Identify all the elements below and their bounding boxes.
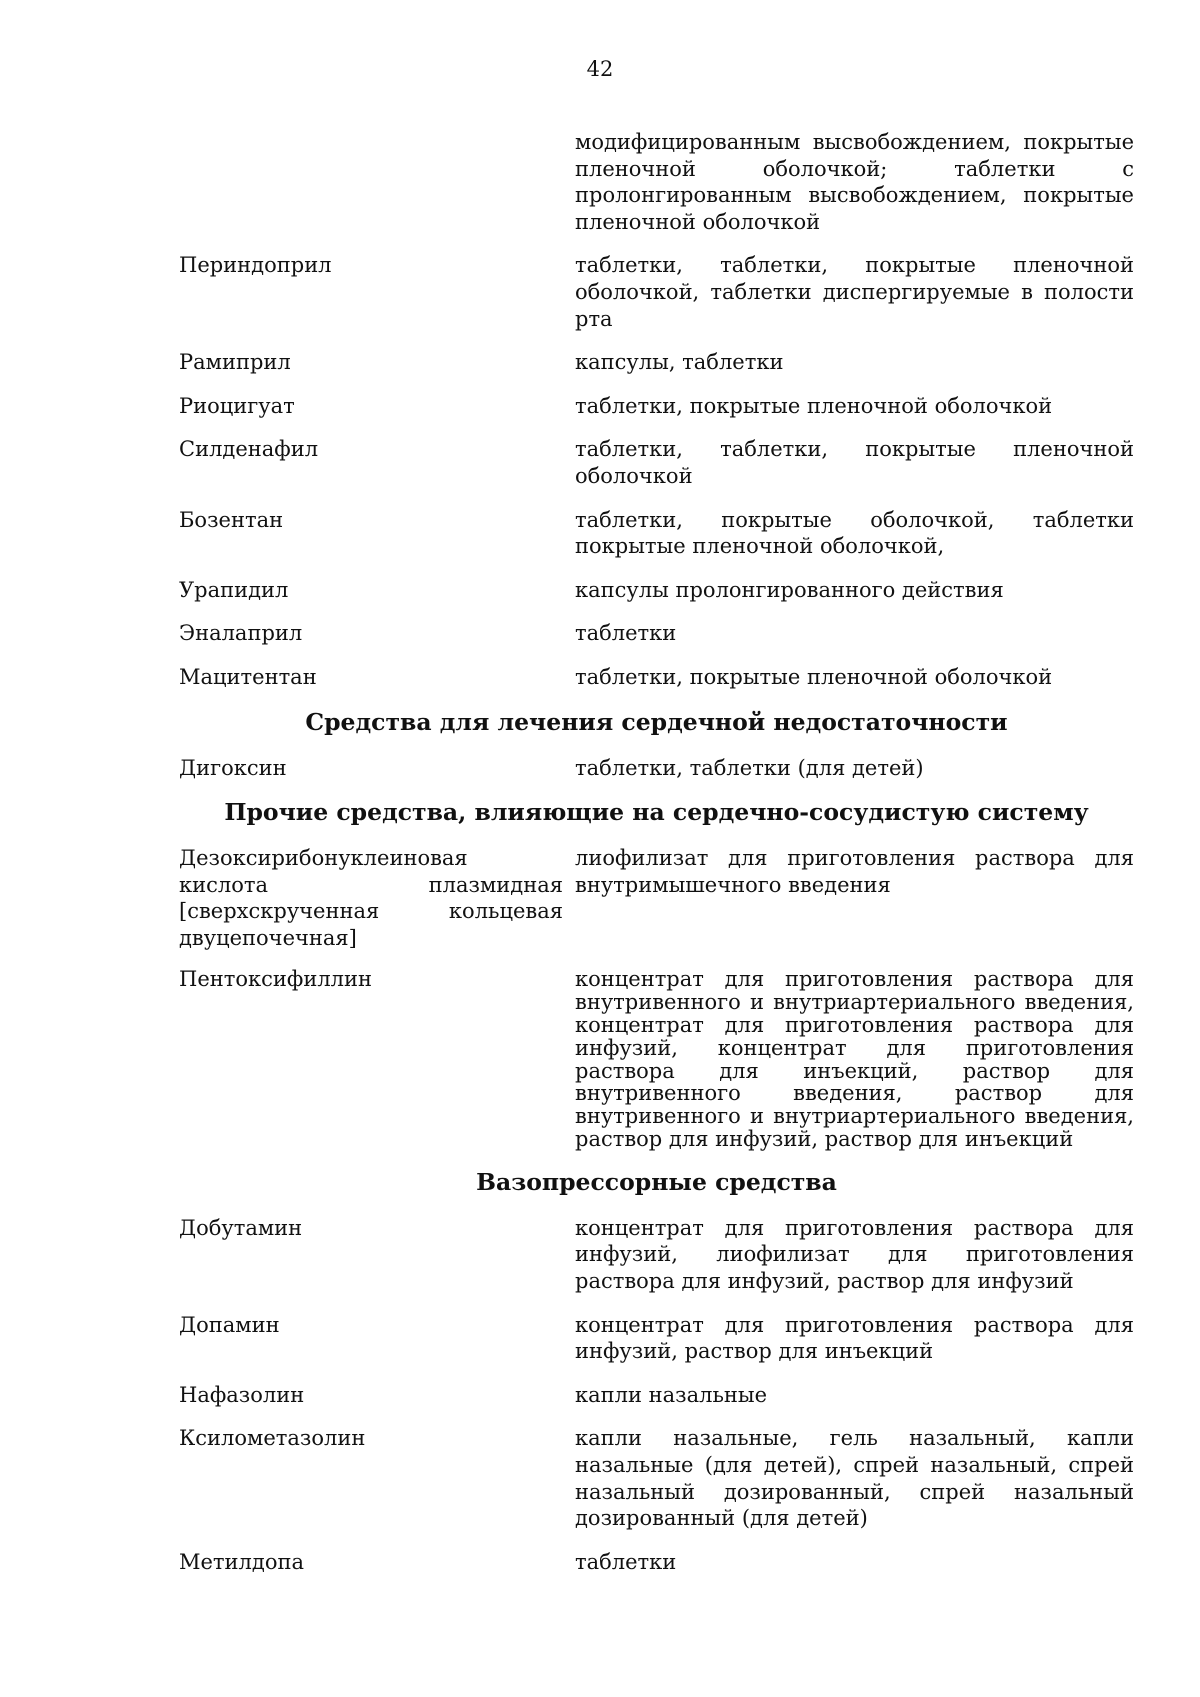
- drug-name: [179, 129, 575, 235]
- drug-row: [179, 845, 1134, 951]
- dosage-form: таблетки, покрытые пленочной оболочкой: [575, 664, 1053, 689]
- drug-row: [179, 968, 1134, 1150]
- dosage-form: таблетки, таблетки (для детей): [575, 755, 924, 780]
- drug-row: [179, 620, 1134, 647]
- drug-row: [179, 436, 1134, 489]
- drug-name: Дезоксирибонуклеиновая кислота плазмидная [сверхскрученная кольцевая двуцепочечная]: [179, 846, 563, 950]
- drug-row: [179, 1425, 1134, 1531]
- drug-row: [179, 349, 1134, 376]
- drug-name: Периндоприл: [179, 253, 332, 278]
- dosage-form: таблетки: [575, 1549, 677, 1574]
- dosage-form: капсулы, таблетки: [575, 350, 784, 375]
- dosage-form: таблетки, таблетки, покрытые пленочной оболочкой, таблетки диспергируемые в полости рта: [575, 253, 1134, 331]
- drug-name: Пентоксифиллин: [179, 967, 372, 992]
- dosage-form: капли назальные: [575, 1382, 768, 1407]
- drug-row: [179, 664, 1134, 691]
- drug-row: [179, 393, 1134, 420]
- section-heading: Прочие средства, влияющие на сердечно-сосудистую систему: [224, 798, 1089, 827]
- page-number: 42: [586, 57, 614, 81]
- dosage-form: таблетки, покрытые пленочной оболочкой: [575, 393, 1053, 418]
- drug-name: Нафазолин: [179, 1382, 305, 1407]
- drug-name: Эналаприл: [179, 621, 303, 646]
- section-heading: Средства для лечения сердечной недостаточности: [305, 707, 1008, 736]
- drug-name: Риоцигуат: [179, 393, 295, 418]
- drug-row: [179, 1215, 1134, 1295]
- dosage-form: капли назальные, гель назальный, капли назальные (для детей), спрей назальный, спрей назальный дозированный, спрей назальный дозированный (для детей): [575, 1426, 1134, 1531]
- dosage-form: модифицированным высвобождением, покрытые пленочной оболочкой; таблетки с пролонгированным высвобождением, покрытые пленочной оболочкой: [575, 130, 1134, 234]
- drug-name: Ксилометазолин: [179, 1426, 366, 1451]
- dosage-form: концентрат для приготовления раствора для инфузий, лиофилизат для приготовления раствора для инфузий, раствор для инфузий: [575, 1215, 1134, 1294]
- dosage-form: таблетки: [575, 621, 677, 646]
- drug-row: [179, 755, 1134, 782]
- drug-row: [179, 1382, 1134, 1409]
- dosage-form: капсулы пролонгированного действия: [575, 577, 1004, 602]
- drug-row: [179, 252, 1134, 332]
- drug-row: [179, 1312, 1134, 1365]
- drug-name: Дигоксин: [179, 755, 287, 780]
- drug-name: Допамин: [179, 1312, 280, 1337]
- dosage-form: концентрат для приготовления раствора для внутривенного и внутриартериального введения, концентрат для приготовления раствора для инфузий, концентрат для приготовления раствора для инъекций, раствор для внутривенного введения, раствор для внутривенного и внутриартериального введения, раствор для инфузий, раствор для инъекций: [575, 967, 1134, 1152]
- drug-name: Мацитентан: [179, 664, 317, 689]
- drug-row: [179, 129, 1134, 235]
- drug-row: [179, 507, 1134, 560]
- drug-name: Рамиприл: [179, 350, 291, 375]
- drug-list: [179, 129, 1134, 1575]
- dosage-form: лиофилизат для приготовления раствора для внутримышечного введения: [575, 846, 1134, 897]
- section-heading: Вазопрессорные средства: [476, 1167, 837, 1196]
- dosage-form: таблетки, покрытые оболочкой, таблетки покрытые пленочной оболочкой,: [575, 507, 1134, 559]
- drug-name: Добутамин: [179, 1215, 303, 1240]
- drug-row: [179, 1549, 1134, 1576]
- drug-name: Метилдопа: [179, 1549, 304, 1574]
- drug-name: Урапидил: [179, 577, 289, 602]
- drug-row: [179, 577, 1134, 604]
- dosage-form: таблетки, таблетки, покрытые пленочной оболочкой: [575, 437, 1134, 488]
- dosage-form: концентрат для приготовления раствора для инфузий, раствор для инъекций: [575, 1312, 1134, 1364]
- drug-name: Силденафил: [179, 437, 319, 462]
- drug-name: Бозентан: [179, 507, 284, 532]
